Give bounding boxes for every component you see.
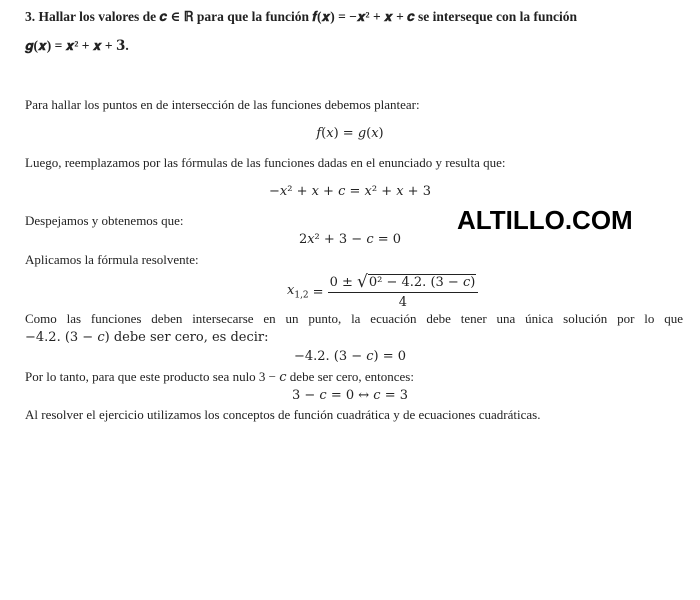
replace-text: Luego, reemplazamos por las fórmulas de las funciones dadas en el enunciado y resulta que: [25, 155, 506, 170]
square-root [357, 274, 476, 290]
por-tanto-text: Por lo tanto, para que este producto sea nulo 3 − 𝑐 debe ser cero, entonces: [25, 369, 414, 384]
resolvente-text: Aplicamos la fórmula resolvente: [25, 252, 199, 267]
equation-f-equals-g: 𝑓(𝑥) = 𝑔(𝑥) [316, 126, 384, 141]
resolvente-formula [287, 271, 478, 313]
watermark-logo: ALTILLO.COM [457, 205, 633, 235]
problem-line-2: 𝒈(𝒙) = 𝒙² + 𝒙 + 𝟑. [25, 38, 129, 53]
intro-text: Para hallar los puntos en de intersección de las funciones debemos plantear: [25, 97, 420, 112]
como-line-2: −4.2. (3 − 𝑐) debe ser cero, es decir: [25, 330, 269, 345]
resolvente-equals: = [312, 284, 324, 300]
resolvente-numerator: 0 ± √ 0² − 4.2. (3 − 𝑐) [328, 274, 479, 293]
resolvente-lhs: 𝑥$_{1,2}$ [287, 283, 309, 301]
como-line-1: Como las funciones deben intersecarse en un punto, la ecuación debe tener una única solución por lo que [25, 311, 683, 326]
equation-final: 3 − 𝑐 = 0 ↔ 𝑐 = 3 [291, 388, 408, 403]
equation-zero: −4.2. (3 − 𝑐) = 0 [293, 349, 407, 364]
equation-despeje: 2𝑥² + 3 − 𝑐 = 0 [298, 232, 402, 247]
radical-sign-icon: √ [357, 272, 368, 292]
conclusion-text: Al resolver el ejercicio utilizamos los conceptos de función cuadrática y de ecuaciones cuadráticas. [25, 407, 541, 422]
despejamos-text: Despejamos y obtenemos que: [25, 213, 184, 228]
equation-replaced: −𝑥² + 𝑥 + 𝑐 = 𝑥² + 𝑥 + 3 [269, 184, 431, 199]
resolvente-denominator: 4 [398, 295, 408, 310]
radicand: 0² − 4.2. (3 − 𝑐) [368, 275, 476, 290]
problem-line-1: 3. Hallar los valores de 𝒄 ∈ ℝ para que la función 𝒇(𝒙) = −𝒙² + 𝒙 + 𝒄 se interseque con la función [25, 9, 578, 24]
resolvente-fraction [328, 274, 479, 310]
